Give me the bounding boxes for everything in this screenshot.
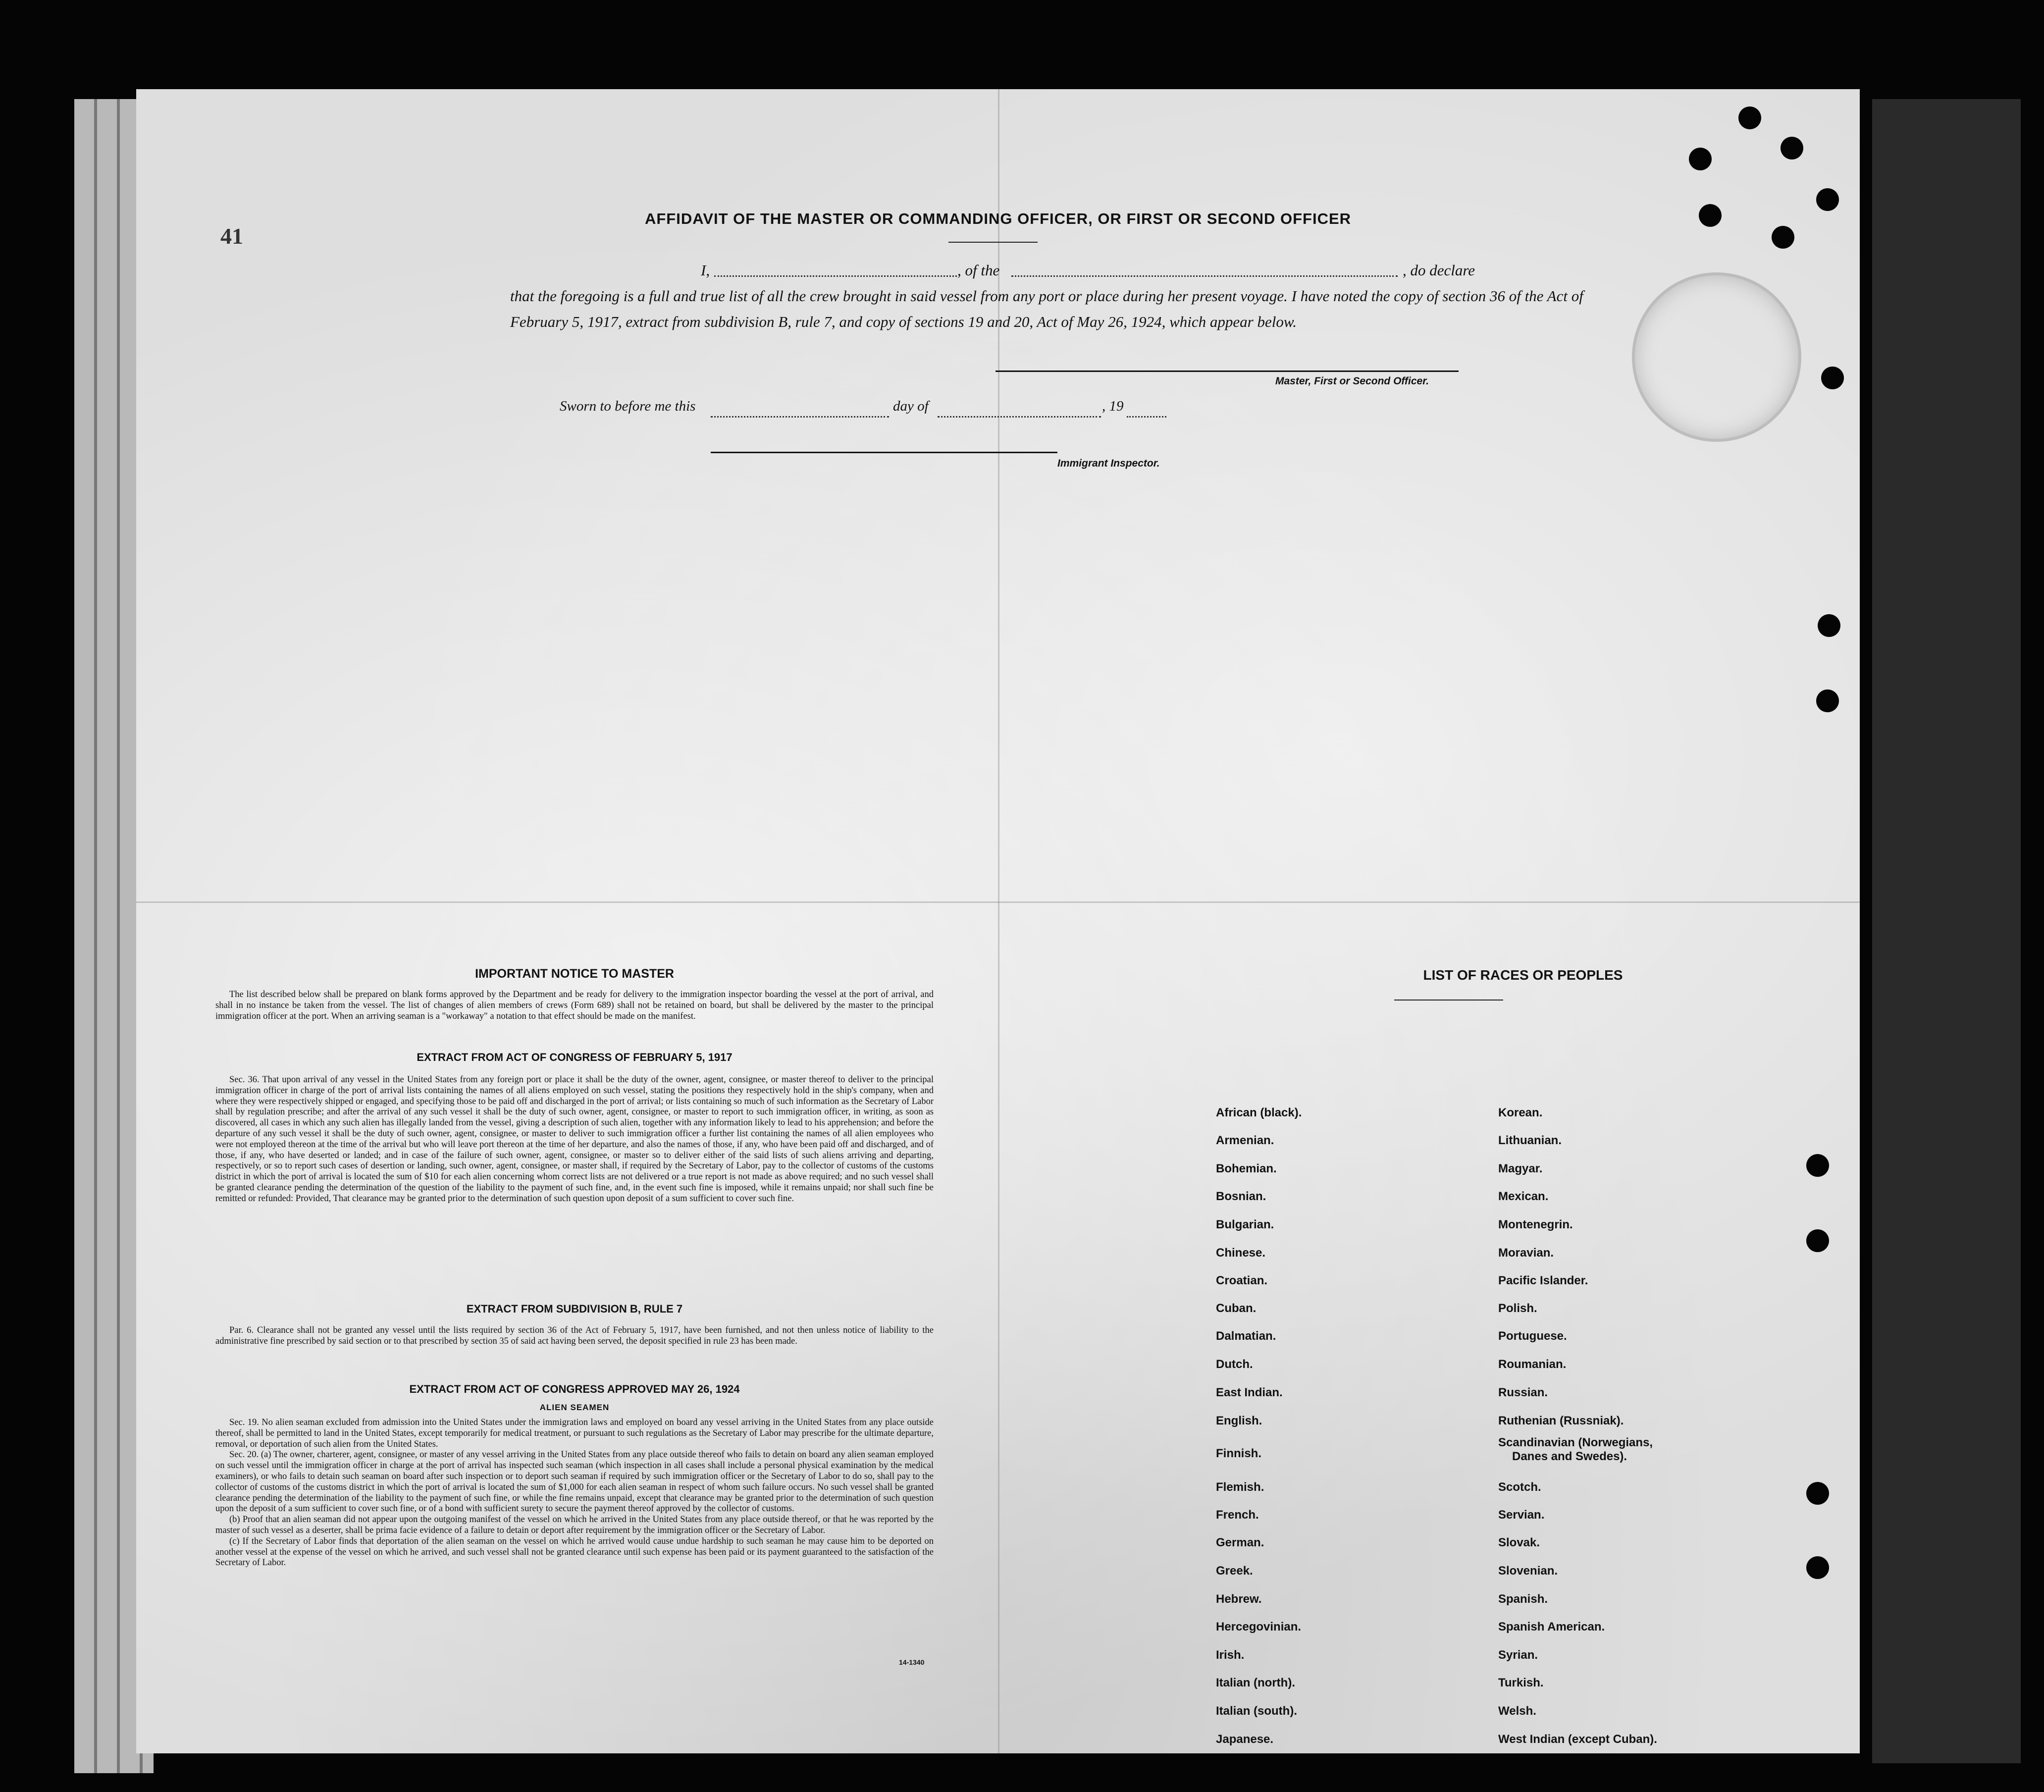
race-item: Servian. [1498,1508,1545,1522]
race-item: Pacific Islander. [1498,1274,1588,1287]
race-item: German. [1216,1536,1264,1549]
inspector-caption: Immigrant Inspector. [1057,458,1160,469]
embossed-seal [1632,272,1801,442]
month-blank [938,416,1101,418]
manifest-page [136,89,1860,1753]
race-item: Danes and Swedes). [1512,1450,1627,1463]
punch-hole-5 [1772,226,1794,249]
race-item: Dutch. [1216,1358,1253,1371]
notice-intro [215,990,934,1022]
master-caption: Master, First or Second Officer. [1275,375,1429,387]
notice-intro-text: The list described below shall be prepared on blank forms approved by the Department and be ready for delivery to the immigration inspector boarding the vessel at the port of arrival, and shall in no instance be taken from the vessel. The list of changes of alien members of crews (Form 689) shall not be retained on board, but shall be delivered by the master to the principal immigration officer at the port. When an arriving seaman is a "workaway" a notation to that effect should be made on the manifest. [215,990,934,1021]
punch-hole-11 [1806,1229,1829,1252]
race-item: Cuban. [1216,1302,1257,1315]
notice-title: IMPORTANT NOTICE TO MASTER [475,967,674,981]
race-item: Hercegovinian. [1216,1620,1302,1634]
race-item: Scandinavian (Norwegians, [1498,1436,1653,1449]
race-item: Chinese. [1216,1246,1266,1260]
declare-do-declare: , do declare [1403,262,1475,279]
race-item: Mexican. [1498,1190,1549,1203]
race-item: Hebrew. [1216,1592,1262,1606]
race-item: Flemish. [1216,1480,1264,1494]
races-rule [1394,1000,1503,1001]
race-item: Syrian. [1498,1648,1538,1662]
affidavit-title: AFFIDAVIT OF THE MASTER OR COMMANDING OFFICER, OR FIRST OR SECOND OFFICER [644,210,1352,227]
race-item: Irish. [1216,1648,1245,1662]
horizontal-fold [136,901,1860,903]
race-item: Greek. [1216,1564,1253,1578]
extract3-body [215,1418,934,1569]
sec20c-text: (c) If the Secretary of Labor finds that deportation of the alien seaman on the vessel on which he arrived would cause undue hardship to such seaman he may cause him to be deported on another vessel at the expense of the vessel on which he arrived, and such vessel shall not be granted clearance until such expense has been paid or its payment guaranteed to the satisfaction of the Secretary of Labor. [215,1536,934,1568]
race-item: Bosnian. [1216,1190,1266,1203]
race-item: Japanese. [1216,1733,1274,1746]
rule7-text: Par. 6. Clearance shall not be granted any vessel until the lists required by section 36 of the Act of February 5, 1917, have been furnished, and not then unless notice of liability to the administrative fine prescribed by said section or to that prescribed by section 35 of said act having been served, the deposit specified in rule 23 has been made. [215,1325,934,1346]
race-item: Lithuanian. [1498,1134,1562,1147]
punch-hole-1 [1689,148,1712,170]
race-item: Slovenian. [1498,1564,1558,1578]
alien-seamen-heading: ALIEN SEAMEN [539,1403,610,1412]
race-item: Scotch. [1498,1480,1541,1494]
race-item: East Indian. [1216,1386,1283,1399]
extract1-body [215,1075,934,1205]
punch-hole-7 [1821,367,1844,389]
form-number: 14-1340 [899,1658,925,1666]
race-item: Slovak. [1498,1536,1540,1549]
sec19-text: Sec. 19. No alien seaman excluded from admission into the United States under the immigration laws and employed on board any vessel arriving in the United States from any place outside thereof, shall be permitted to land in the United States, except temporarily for medical treatment, or pursuant to such regulations as the Secretary of Labor may prescribe for the ultimate departure, removal, or deportation of such alien from the United States. [215,1418,934,1449]
name-blank [714,275,957,277]
punch-hole-12 [1806,1482,1829,1505]
declare-of-the: , of the [957,262,1000,279]
race-item: Moravian. [1498,1246,1554,1260]
race-item: Roumanian. [1498,1358,1567,1371]
race-item: English. [1216,1414,1262,1427]
vertical-fold [998,89,999,1753]
affidavit-declaration-line [510,258,1595,283]
races-title: LIST OF RACES OR PEOPLES [1423,967,1623,983]
extract1-title: EXTRACT FROM ACT OF CONGRESS OF FEBRUARY 5, 1917 [417,1051,733,1063]
sec20b-text: (b) Proof that an alien seaman did not appear upon the outgoing manifest of the vessel on which he arrived in the United States from any place outside thereof, or that he was reported by the master of such vessel as a deserter, shall be prima facie evidence of a failure to detain or deport after requirement by the immigration officer or the Secretary of Labor. [215,1515,934,1535]
race-item: Finnish. [1216,1447,1261,1460]
sworn-label: Sworn to before me this [560,398,696,414]
scanner-backing [1872,99,2021,1763]
race-item: Spanish American. [1498,1620,1605,1634]
race-item: Polish. [1498,1302,1537,1315]
extract2-body [215,1325,934,1347]
punch-hole-2 [1738,106,1761,129]
year-blank [1127,416,1166,418]
punch-hole-13 [1806,1556,1829,1579]
page-number: 41 [220,223,243,249]
race-item: Spanish. [1498,1592,1548,1606]
punch-hole-10 [1806,1154,1829,1177]
punch-hole-4 [1781,137,1803,159]
race-item: Portuguese. [1498,1329,1567,1343]
affidavit-text: that the foregoing is a full and true list of all the crew brought in said vessel from any port or place during her present voyage. I have noted the copy of section 36 of the Act of February 5, 1917, extract from subdivision B, rule 7, and copy of sections 19 and 20, Act of May 26, 1924, which appear below. [510,287,1583,330]
race-item: Armenian. [1216,1134,1274,1147]
race-item: Welsh. [1498,1704,1536,1718]
punch-hole-9 [1816,689,1839,712]
race-item: African (black). [1216,1106,1302,1119]
race-item: French. [1216,1508,1259,1522]
race-item: Russian. [1498,1386,1548,1399]
extract2-title: EXTRACT FROM SUBDIVISION B, RULE 7 [466,1303,683,1315]
sworn-blank [711,416,889,418]
race-item: West Indian (except Cuban). [1498,1733,1657,1746]
affidavit-body [510,283,1595,335]
sec36-text: Sec. 36. That upon arrival of any vessel in the United States from any foreign port or place it shall be the duty of the owner, agent, consignee, or master thereof to deliver to the principal immigration officer in charge of the port of arrival lists containing the names of all aliens employed on such vessel, stating the positions they respectively hold in the ship's company, when and where they were respectively shipped or engaged, and specifying those to be paid off and discharged in the port of arrival; or lists containing so much of such information as the Secretary of Labor shall by regulation prescribe; and after the arrival of any such vessel it shall be the duty of such owner, agent, consignee, or master to report to such immigration officer, in writing, as soon as discovered, all cases in which any such alien has illegally landed from the vessel, giving a description of such alien, together with any information likely to lead to his apprehension; and before the departure of any such vessel it shall be the duty of such owner, agent, consignee, or master to deliver to such immigration officer a further list containing the names of all alien employees who were not employed thereon at the time of the arrival but who will leave port thereon at the time of her departure, and also the names of those, if any, who have been paid off and discharged, and of those, if any, who have deserted or landed; and in case of the failure of such owner, agent, consignee, or master so to deliver either of the said lists of such aliens arriving and departing, respectively, or so to report such cases of desertion or landing, such owner, agent, consignee, or master shall, if required by the Secretary of Labor, pay to the collector of customs of the customs district in which the port of arrival is located the sum of $10 for each alien concerning whom correct lists are not delivered or a true report is not made as above required; and no such vessel shall be granted clearance pending the determination of the question of the liability to the payment of such fine, and, in the event such fine is imposed, while it remains unpaid; nor shall such fine be remitted or refunded: Provided, That clearance may be granted prior to the determination of such question upon deposit of a sum sufficient to cover such fine. [215,1075,934,1204]
master-signature-line [996,370,1459,372]
punch-hole-6 [1816,188,1839,211]
race-item: Magyar. [1498,1162,1543,1175]
race-item: Italian (south). [1216,1704,1297,1718]
race-item: Montenegrin. [1498,1218,1573,1231]
day-of-label: day of [893,398,929,414]
race-item: Croatian. [1216,1274,1268,1287]
vessel-blank [1011,275,1398,277]
race-item: Turkish. [1498,1676,1544,1689]
declare-i: I, [701,262,710,279]
year-label: , 19 [1102,398,1124,414]
race-item: Dalmatian. [1216,1329,1276,1343]
title-rule [948,242,1038,243]
race-item: Italian (north). [1216,1676,1295,1689]
sec20a-text: Sec. 20. (a) The owner, charterer, agent, consignee, or master of any vessel arriving in the United States from any place outside thereof who fails to detain on board any alien seaman employed on such vessel until the immigration officer in charge at the port of arrival has inspected such seaman (which inspection in all cases shall include a personal physical examination by the medical examiners), or who fails to detain such seaman on board after such inspection or to deport such seaman if required by such immigration officer or the Secretary of Labor to do so, shall pay to the collector of customs of the customs district in which the port of arrival is located the sum of $1,000 for each alien seaman in respect of whom such failure occurs. No such vessel shall be granted clearance pending the determination of the liability to the payment of such fine, or while the fine remains unpaid, except that clearance may be granted prior to the determination of such question upon the deposit of a sum sufficient to cover such fine, or of a bond with sufficient surety to secure the payment thereof approved by the collector of customs. [215,1450,934,1514]
race-item: Bulgarian. [1216,1218,1274,1231]
punch-hole-8 [1818,614,1840,637]
race-item: Korean. [1498,1106,1543,1119]
extract3-title: EXTRACT FROM ACT OF CONGRESS APPROVED MAY 26, 1924 [409,1383,740,1395]
inspector-signature-line [711,452,1057,453]
race-item: Ruthenian (Russniak). [1498,1414,1624,1427]
race-item: Bohemian. [1216,1162,1277,1175]
